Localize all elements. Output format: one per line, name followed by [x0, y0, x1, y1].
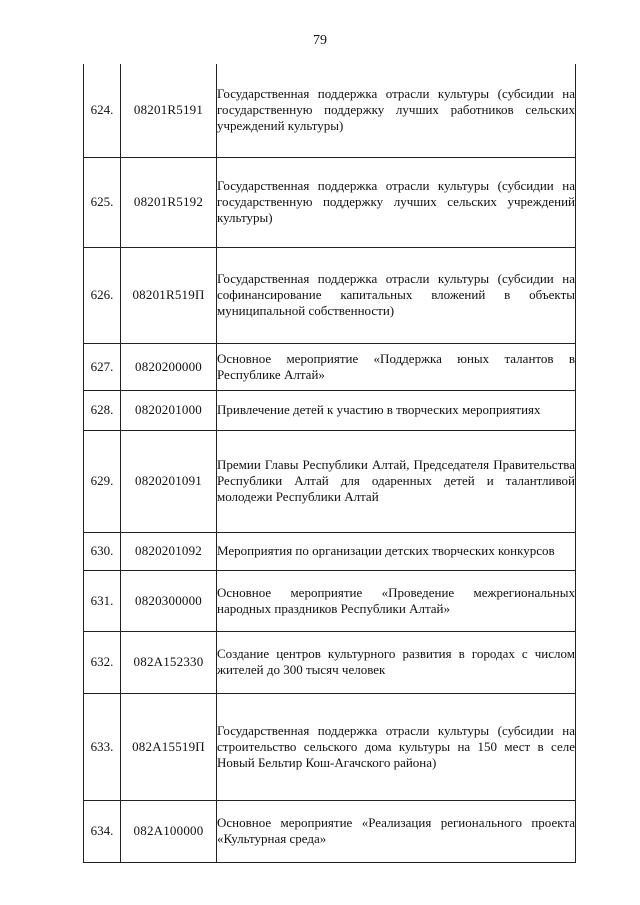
budget-code: 0820200000: [121, 343, 217, 390]
budget-code: 0820201092: [121, 532, 217, 570]
table-row: [84, 343, 576, 390]
budget-code: 08201R519П: [121, 247, 217, 343]
row-number: 630.: [84, 532, 121, 570]
expense-name: Создание центров культурного развития в городах с числом жителей до 300 тысяч человек: [217, 631, 576, 693]
expense-name: Государственная поддержка отрасли культуры (субсидии на софинансирование капитальных вложений в объекты муниципальной собственности): [217, 247, 576, 343]
row-number: 625.: [84, 157, 121, 247]
expense-name: Государственная поддержка отрасли культуры (субсидии на государственную поддержку лучших работников сельских учреждений культуры): [217, 64, 576, 157]
table-row: [84, 64, 576, 157]
expense-name: Государственная поддержка отрасли культуры (субсидии на строительство сельского дома культуры на 150 мест в селе Новый Бельтир Кош-Агачского района): [217, 693, 576, 800]
budget-classification-table: [83, 64, 576, 863]
table-row: [84, 631, 576, 693]
expense-name: Основное мероприятие «Поддержка юных талантов в Республике Алтай»: [217, 343, 576, 390]
row-number: 624.: [84, 64, 121, 157]
budget-code: 082А152330: [121, 631, 217, 693]
table-row: [84, 430, 576, 532]
row-number: 628.: [84, 390, 121, 430]
budget-code: 0820300000: [121, 570, 217, 631]
budget-code: 0820201091: [121, 430, 217, 532]
row-number: 634.: [84, 800, 121, 862]
row-number: 633.: [84, 693, 121, 800]
budget-code: 082А15519П: [121, 693, 217, 800]
row-number: 629.: [84, 430, 121, 532]
expense-name: Привлечение детей к участию в творческих мероприятиях: [217, 390, 576, 430]
table-row: [84, 247, 576, 343]
row-number: 626.: [84, 247, 121, 343]
expense-name: Премии Главы Республики Алтай, Председателя Правительства Республики Алтай для одаренных детей и талантливой молодежи Республики Алтай: [217, 430, 576, 532]
expense-name: Основное мероприятие «Реализация регионального проекта «Культурная среда»: [217, 800, 576, 862]
table-row: [84, 532, 576, 570]
budget-code: 0820201000: [121, 390, 217, 430]
table-row: [84, 693, 576, 800]
budget-code: 082А100000: [121, 800, 217, 862]
budget-code: 08201R5192: [121, 157, 217, 247]
table-row: [84, 570, 576, 631]
expense-name: Мероприятия по организации детских творческих конкурсов: [217, 532, 576, 570]
table-row: [84, 157, 576, 247]
budget-code: 08201R5191: [121, 64, 217, 157]
table-row: [84, 390, 576, 430]
row-number: 627.: [84, 343, 121, 390]
table-row: [84, 800, 576, 862]
row-number: 631.: [84, 570, 121, 631]
expense-name: Государственная поддержка отрасли культуры (субсидии на государственную поддержку лучших сельских учреждений культуры): [217, 157, 576, 247]
row-number: 632.: [84, 631, 121, 693]
page-number: 79: [313, 33, 327, 48]
expense-name: Основное мероприятие «Проведение межрегиональных народных праздников Республики Алтай»: [217, 570, 576, 631]
